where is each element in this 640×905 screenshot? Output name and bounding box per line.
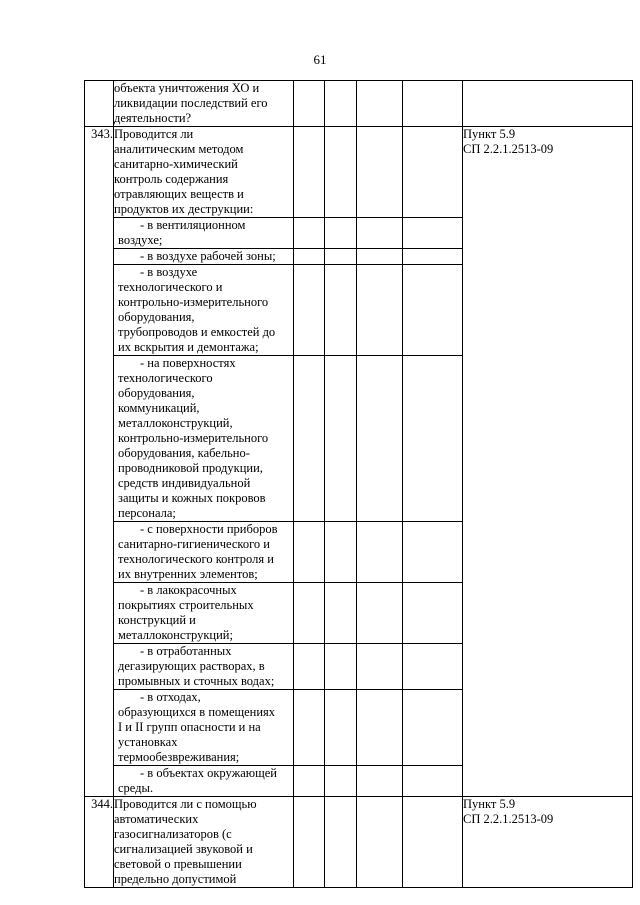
answer-cell	[325, 218, 357, 249]
answer-cell	[403, 356, 463, 522]
question-cell: - в воздухе технологического и контрольно-измерительного оборудования, трубопроводов и емкостей до их вскрытия и демонтажа;	[114, 265, 294, 356]
answer-cell	[403, 766, 463, 797]
question-cell: - в вентиляционном воздухе;	[114, 218, 294, 249]
reference-cell	[463, 81, 633, 127]
answer-cell	[403, 249, 463, 265]
question-cell: Проводится ли аналитическим методом санитарно-химический контроль содержания отравляющих веществ и продуктов их деструкции:	[114, 127, 294, 218]
question-cell: - в отходах, образующихся в помещениях I и II групп опасности и на установках термообезвреживания;	[114, 690, 294, 766]
table-row	[85, 81, 633, 127]
answer-cell	[294, 522, 325, 583]
table-row	[85, 797, 633, 888]
question-cell: - в лакокрасочных покрытиях строительных конструкций и металлоконструкций;	[114, 583, 294, 644]
answer-cell	[357, 583, 403, 644]
answer-cell	[357, 690, 403, 766]
answer-cell	[294, 81, 325, 127]
answer-cell	[325, 127, 357, 218]
question-cell: - на поверхностях технологического оборудования, коммуникаций, металлоконструкций, контрольно-измерительного оборудования, кабельно- проводниковой продукции, средств индивидуальной защиты и кожных покровов персонала;	[114, 356, 294, 522]
question-cell: объекта уничтожения ХО и ликвидации последствий его деятельности?	[114, 81, 294, 127]
answer-cell	[357, 644, 403, 690]
answer-cell	[294, 583, 325, 644]
answer-cell	[294, 766, 325, 797]
answer-cell	[325, 583, 357, 644]
answer-cell	[325, 766, 357, 797]
answer-cell	[325, 644, 357, 690]
answer-cell	[294, 127, 325, 218]
checklist-table	[84, 80, 633, 888]
answer-cell	[403, 644, 463, 690]
answer-cell	[403, 690, 463, 766]
answer-cell	[403, 127, 463, 218]
answer-cell	[325, 797, 357, 888]
answer-cell	[294, 249, 325, 265]
answer-cell	[294, 797, 325, 888]
table-row	[85, 127, 633, 218]
answer-cell	[294, 690, 325, 766]
answer-cell	[403, 522, 463, 583]
answer-cell	[294, 218, 325, 249]
answer-cell	[294, 356, 325, 522]
question-cell: Проводится ли с помощью автоматических газосигнализаторов (с сигнализацией звуковой и световой о превышении предельно допустимой	[114, 797, 294, 888]
question-cell: - в объектах окружающей среды.	[114, 766, 294, 797]
answer-cell	[357, 766, 403, 797]
answer-cell	[403, 265, 463, 356]
answer-cell	[403, 797, 463, 888]
answer-cell	[403, 81, 463, 127]
reference-cell: Пункт 5.9 СП 2.2.1.2513-09	[463, 797, 633, 888]
answer-cell	[403, 583, 463, 644]
answer-cell	[294, 644, 325, 690]
answer-cell	[357, 249, 403, 265]
row-number-cell: 343.	[85, 127, 114, 797]
page-number: 61	[313, 52, 327, 67]
reference-cell: Пункт 5.9 СП 2.2.1.2513-09	[463, 127, 633, 797]
question-cell: - в отработанных дегазирующих растворах, в промывных и сточных водах;	[114, 644, 294, 690]
answer-cell	[403, 218, 463, 249]
answer-cell	[357, 81, 403, 127]
row-number-cell	[85, 81, 114, 127]
answer-cell	[357, 218, 403, 249]
answer-cell	[325, 265, 357, 356]
answer-cell	[357, 127, 403, 218]
answer-cell	[357, 797, 403, 888]
answer-cell	[325, 249, 357, 265]
answer-cell	[357, 265, 403, 356]
row-number-cell: 344.	[85, 797, 114, 888]
answer-cell	[325, 522, 357, 583]
answer-cell	[325, 81, 357, 127]
answer-cell	[357, 356, 403, 522]
answer-cell	[294, 265, 325, 356]
question-cell: - в воздухе рабочей зоны;	[114, 249, 294, 265]
question-cell: - с поверхности приборов санитарно-гигиенического и технологического контроля и их внутренних элементов;	[114, 522, 294, 583]
answer-cell	[357, 522, 403, 583]
answer-cell	[325, 690, 357, 766]
answer-cell	[325, 356, 357, 522]
